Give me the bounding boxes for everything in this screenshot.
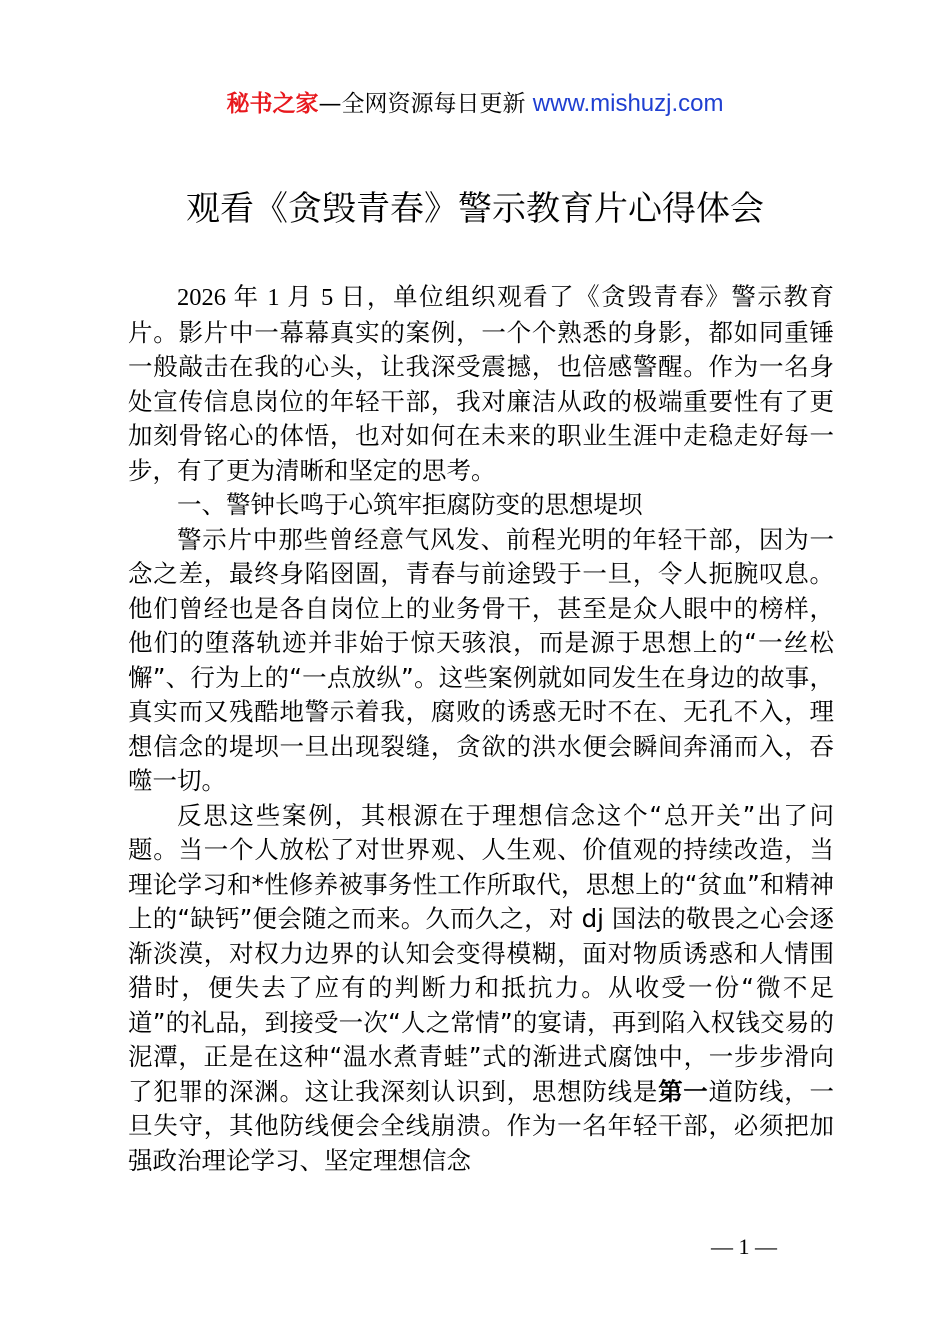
- intro-text: ，单位组织观看了《贪毁青春》警示教育片。影片中一幕幕真实的案例，一个个熟悉的身影，都如同重锤一般敲击在我的心头，让我深受震撼，也倍感警醒。作为一名身处宣传信息岗位的年轻干部，我对廉洁从政的极端重要性有了更加刻骨铭心的体悟，也对如何在未来的职业生涯中走稳走好每一步，有了更为清晰和坚定的思考。: [128, 282, 834, 485]
- paragraph-3-bold-text: 第一: [658, 1076, 709, 1106]
- site-url-link[interactable]: www.mishuzj.com: [532, 90, 724, 117]
- paragraph-3-text-2: 道防线，一旦失守，其他防线便会全线崩溃。作为一名年轻干部，必须把加强政治理论学习、坚定理想信念: [128, 1076, 835, 1175]
- document-body: [128, 280, 834, 1178]
- document-title: 观看《贪毁青春》警示教育片心得体会: [186, 189, 764, 229]
- site-slogan: —全网资源每日更新: [318, 91, 533, 117]
- site-header: [0, 88, 950, 120]
- paragraph-3-text-1: 反思这些案例，其根源在于理想信念这个“总开关”出了问题。当一个人放松了对世界观、人生观、价值观的持续改造，当理论学习和*性修养被事务性工作所取代，思想上的“贫血”和精神上的“缺钙”便会随之而来。久而久之，对 dj 国法的敬畏之心会逐渐淡漠，对权力边界的认知会变得模糊，面对物质诱惑和人情围猎时，便失去了应有的判断力和抵抗力。从收受一份“微不足道”的礼品，到接受一次“人之常情”的宴请，再到陷入权钱交易的泥潭，正是在这种“温水煮青蛙”式的渐进式腐蚀中，一步步滑向了犯罪的深渊。这让我深刻认识到，思想防线是: [128, 800, 834, 1106]
- intro-date: 2026 年 1 月 5 日: [177, 284, 367, 311]
- paragraph-intro: [128, 280, 834, 488]
- paragraph-3: [128, 799, 834, 1179]
- paragraph-2: 警示片中那些曾经意气风发、前程光明的年轻干部，因为一念之差，最终身陷囹圄，青春与前途毁于一旦，令人扼腕叹息。他们曾经也是各自岗位上的业务骨干，甚至是众人眼中的榜样，他们的堕落轨迹并非始于惊天骇浪，而是源于思想上的“一丝松懈”、行为上的“一点放纵”。这些案例就如同发生在身边的故事，真实而又残酷地警示着我，腐败的诱惑无时不在、无孔不入，理想信念的堤坝一旦出现裂缝，贪欲的洪水便会瞬间奔涌而入，吞噬一切。: [128, 524, 834, 795]
- site-brand: 秘书之家: [226, 91, 319, 117]
- section-heading-1: 一、警钟长鸣于心筑牢拒腐防变的思想堤坝: [177, 490, 643, 519]
- page-number: — 1 —: [711, 1234, 777, 1259]
